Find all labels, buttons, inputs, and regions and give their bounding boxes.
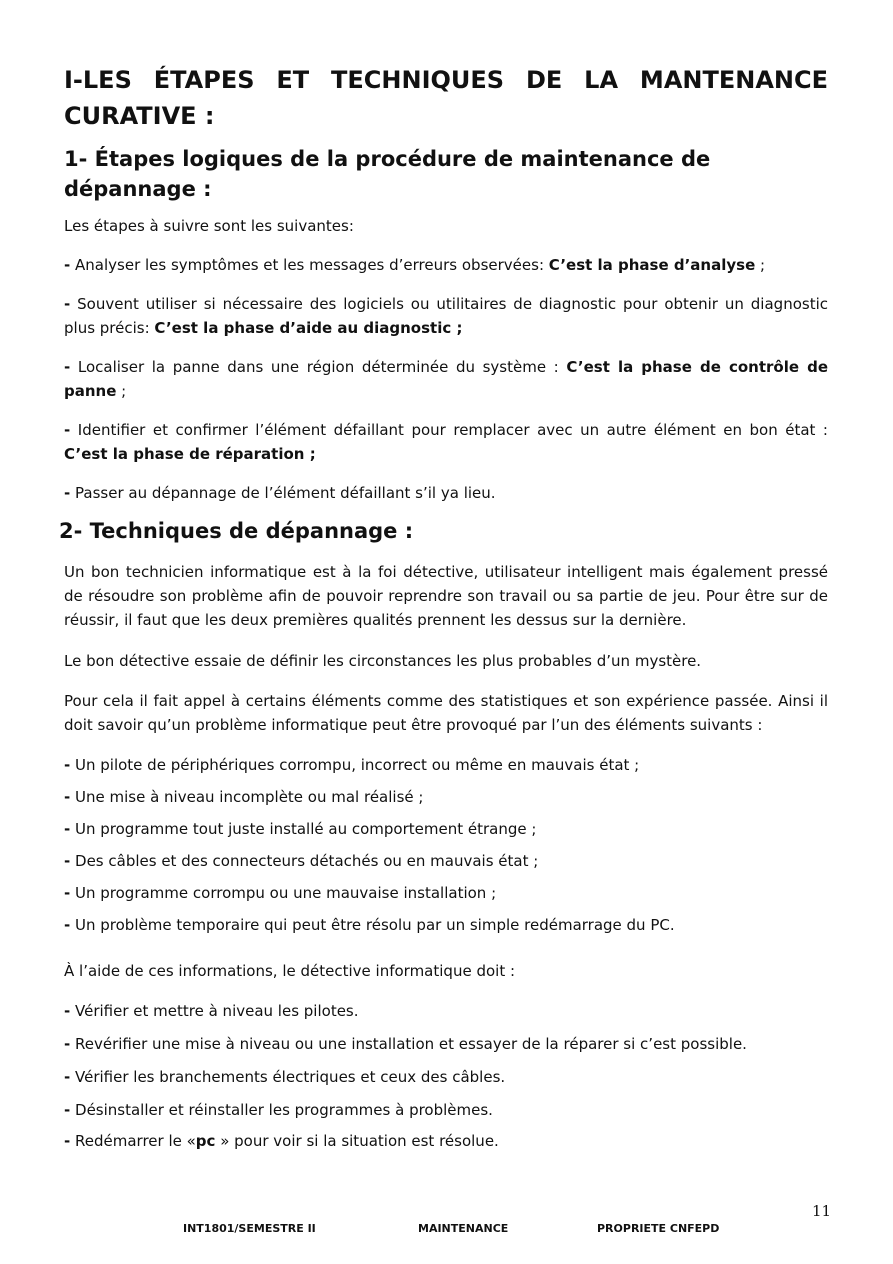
list-item: - Souvent utiliser si nécessaire des logiciels ou utilitaires de diagnostic pour obtenir un diagnostic plus précis: C’est la phase d’aide au diagnostic ; (64, 295, 828, 337)
list-item: - Un programme tout juste installé au comportement étrange ; (64, 820, 537, 838)
section2-paragraph: Le bon détective essaie de définir les circonstances les plus probables d’un mystère. (64, 652, 702, 670)
section1-heading: 1- Étapes logiques de la procédure de maintenance de dépannage : (64, 147, 711, 201)
list-item: - Un problème temporaire qui peut être résolu par un simple redémarrage du PC. (64, 916, 675, 934)
list-item: - Identifier et confirmer l’élément défaillant pour remplacer avec un autre élément en bon état : C’est la phase de réparation ; (64, 421, 828, 463)
list-item: - Un programme corrompu ou une mauvaise installation ; (64, 884, 497, 902)
section2-paragraph: À l’aide de ces informations, le détective informatique doit : (64, 962, 516, 980)
list-item: - Vérifier les branchements électriques et ceux des câbles. (64, 1068, 506, 1086)
list-item: - Des câbles et des connecteurs détachés ou en mauvais état ; (64, 852, 539, 870)
section2-heading: 2- Techniques de dépannage : (59, 519, 414, 543)
list-item: - Redémarrer le «pc » pour voir si la situation est résolue. (64, 1132, 499, 1150)
list-item: - Désinstaller et réinstaller les programmes à problèmes. (64, 1101, 493, 1119)
document-page (59, 62, 828, 1153)
list-item: - Revérifier une mise à niveau ou une installation et essayer de la réparer si c’est possible. (64, 1035, 747, 1053)
section2-paragraph: Un bon technicien informatique est à la foi détective, utilisateur intelligent mais également pressé de résoudre son problème afin de pouvoir reprendre son travail ou sa partie de jeu. Pour être sur de réussir, il faut que les deux premières qualités prennent les dessus sur la dernière. (64, 563, 828, 629)
section2-paragraph: Pour cela il fait appel à certains éléments comme des statistiques et son expérience passée. Ainsi il doit savoir qu’un problème informatique peut être provoqué par l’un des éléments suivants : (64, 692, 828, 734)
footer-center: MAINTENANCE (418, 1222, 509, 1235)
document-title: I-LES ÉTAPES ET TECHNIQUES DE LA MANTENANCE CURATIVE : (64, 66, 828, 130)
section1-intro: Les étapes à suivre sont les suivantes: (64, 217, 354, 235)
list-item: - Une mise à niveau incomplète ou mal réalisé ; (64, 788, 424, 806)
footer-right: PROPRIETE CNFEPD (597, 1222, 720, 1235)
list-item: - Passer au dépannage de l’élément défaillant s’il ya lieu. (64, 484, 496, 502)
footer-left: INT1801/SEMESTRE II (183, 1222, 316, 1235)
list-item: - Localiser la panne dans une région déterminée du système : C’est la phase de contrôle de panne ; (64, 358, 828, 400)
list-item: - Analyser les symptômes et les messages d’erreurs observées: C’est la phase d’analyse ; (64, 256, 766, 274)
page-number: 11 (812, 1202, 832, 1220)
list-item: - Vérifier et mettre à niveau les pilotes. (64, 1002, 359, 1020)
list-item: - Un pilote de périphériques corrompu, incorrect ou même en mauvais état ; (64, 756, 640, 774)
